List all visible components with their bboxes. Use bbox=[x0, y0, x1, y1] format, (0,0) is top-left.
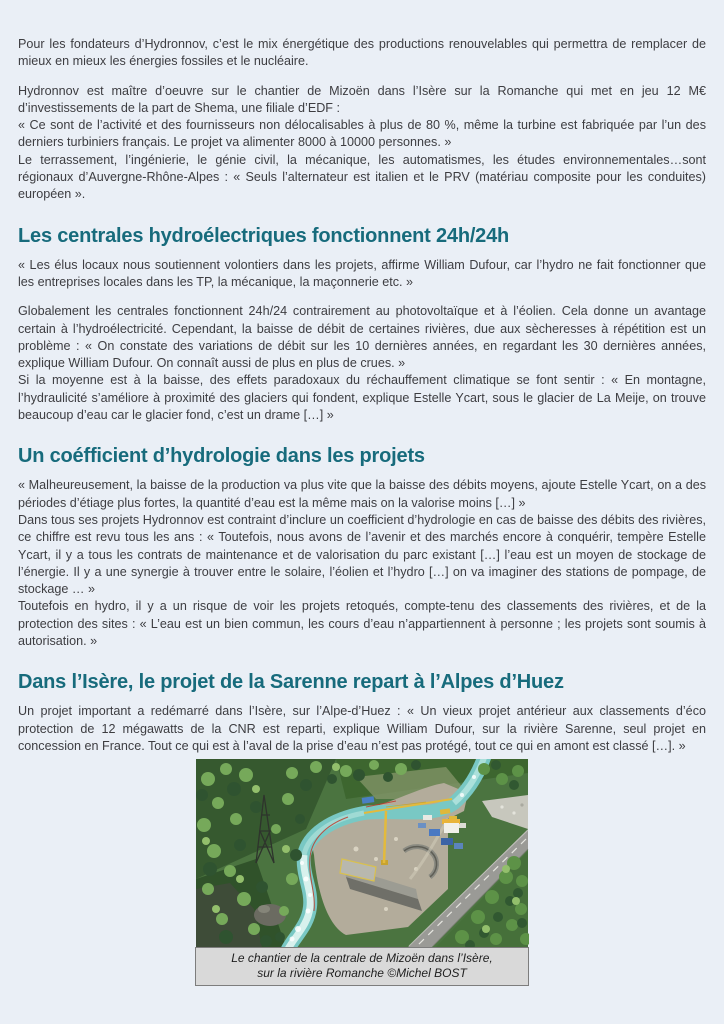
section2-paragraph-3: Toutefois en hydro, il y a un risque de voir les projets retoqués, compte-tenu des classements des rivières, et de la protection des sites : « L’eau est un bien commun, les cours d’eau n’appartiennent à personne ; les projets sont soumis à autorisation. » bbox=[18, 599, 706, 649]
section2-paragraph-1: « Malheureusement, la baisse de la production va plus vite que la baisse des débits moyens, ajoute Estelle Ycart, on a des périodes d’étiage plus fortes, la quantité d’eau est la même mais on la valorise moins […] » bbox=[18, 478, 706, 510]
section-heading-sarenne: Dans l’Isère, le projet de la Sarenne repart à l’Alpes d’Huez bbox=[18, 671, 564, 694]
intro-paragraph-4: Le terrassement, l’ingénierie, le génie civil, la mécanique, les automatismes, les études environnementales…sont régionaux d’Auvergne-Rhône-Alpes : « Seuls l’alternateur est italien et le PRV (matériau composite pour les conduites) européen ». bbox=[18, 152, 706, 202]
section1-paragraph-2: Globalement les centrales fonctionnent 24h/24 contrairement au photovoltaïque et à l’éolien. Cela donne un avantage certain à l’hydroélectricité. Cependant, la baisse de débit de certaines rivières, due aux sècheresses à répétition est un problème : « On constate des variations de débit sur les 10 dernières années, en regardant les 30 dernières années, explique William Dufour. On connaît aussi de plus en plus de crues. » bbox=[18, 304, 706, 371]
section-heading-coefficient-hydrologie: Un coéfficient d’hydrologie dans les projets bbox=[18, 445, 425, 468]
figure-caption-line-2: sur la rivière Romanche ©Michel BOST bbox=[257, 966, 467, 981]
intro-paragraph-3: « Ce sont de l’activité et des fournisseurs non délocalisables à plus de 80 %, même la turbine est fabriquée par l’un des derniers turbiniers français. Le projet va alimenter 8000 à 10000 personnes. » bbox=[18, 118, 706, 150]
section3-paragraph-1: Un projet important a redémarré dans l’Isère, sur l’Alpe-d’Huez : « Un vieux projet antérieur aux classements d’éco protection de 12 mégawatts de la CNR est reparti, explique William Dufour, sur la rivière Sarenne, seul projet en concession en France. Tout ce qui est à l’aval de la prise d’eau n’est pas protégé, tout ce qui en amont est classé […]. » bbox=[18, 704, 706, 753]
figure-caption bbox=[195, 947, 529, 986]
intro-paragraph-1: Pour les fondateurs d’Hydronnov, c’est le mix énergétique des productions renouvelables qui permettra de remplacer de mieux en mieux les énergies fossiles et le nucléaire. bbox=[18, 37, 706, 69]
section2-paragraph-2: Dans tous ses projets Hydronnov est contraint d’inclure un coefficient d’hydrologie en cas de baisse des débits des rivières, ce chiffre est revu tous les ans : « Toutefois, nous avons de l’avenir et des marchés encore à conquérir, tempère Estelle Ycart, il y a tous les contrats de maintenance et de valorisation du parc existant […] l’eau est un moyen de stockage de l’énergie. Il y a une synergie à trouver entre le solaire, l’éolien et l’hydro […] on va imaginer des stations de pompage, de stockage … » bbox=[18, 512, 706, 597]
construction-site-aerial-photo bbox=[195, 759, 529, 947]
section1-paragraph-3: Si la moyenne est à la baisse, des effets paradoxaux du réchauffement climatique se font sentir : « En montagne, l’hydraulicité s’améliore à proximité des glaciers qui fondent, explique Estelle Ycart, sous le glacier de La Meije, on trouve beaucoup d’eau car le glacier fond, c’est un drame […] » bbox=[18, 373, 706, 423]
section1-paragraph-1: « Les élus locaux nous soutiennent volontiers dans les projets, affirme William Dufour, car l’hydro ne fait fonctionner que les entreprises locales dans les TP, la mécanique, la maçonnerie etc. » bbox=[18, 257, 706, 289]
aerial-photo-illustration bbox=[195, 759, 529, 947]
article-figure bbox=[195, 759, 529, 986]
section-heading-centrales-24h: Les centrales hydroélectriques fonctionnent 24h/24h bbox=[18, 224, 510, 247]
figure-caption-line-1: Le chantier de la centrale de Mizoën dans l’Isère, bbox=[231, 951, 493, 966]
intro-paragraph-2: Hydronnov est maître d’oeuvre sur le chantier de Mizoën dans l’Isère sur la Romanche qui met en jeu 12 M€ d’investissements de la part de Shema, une filiale d’EDF : bbox=[18, 83, 706, 115]
